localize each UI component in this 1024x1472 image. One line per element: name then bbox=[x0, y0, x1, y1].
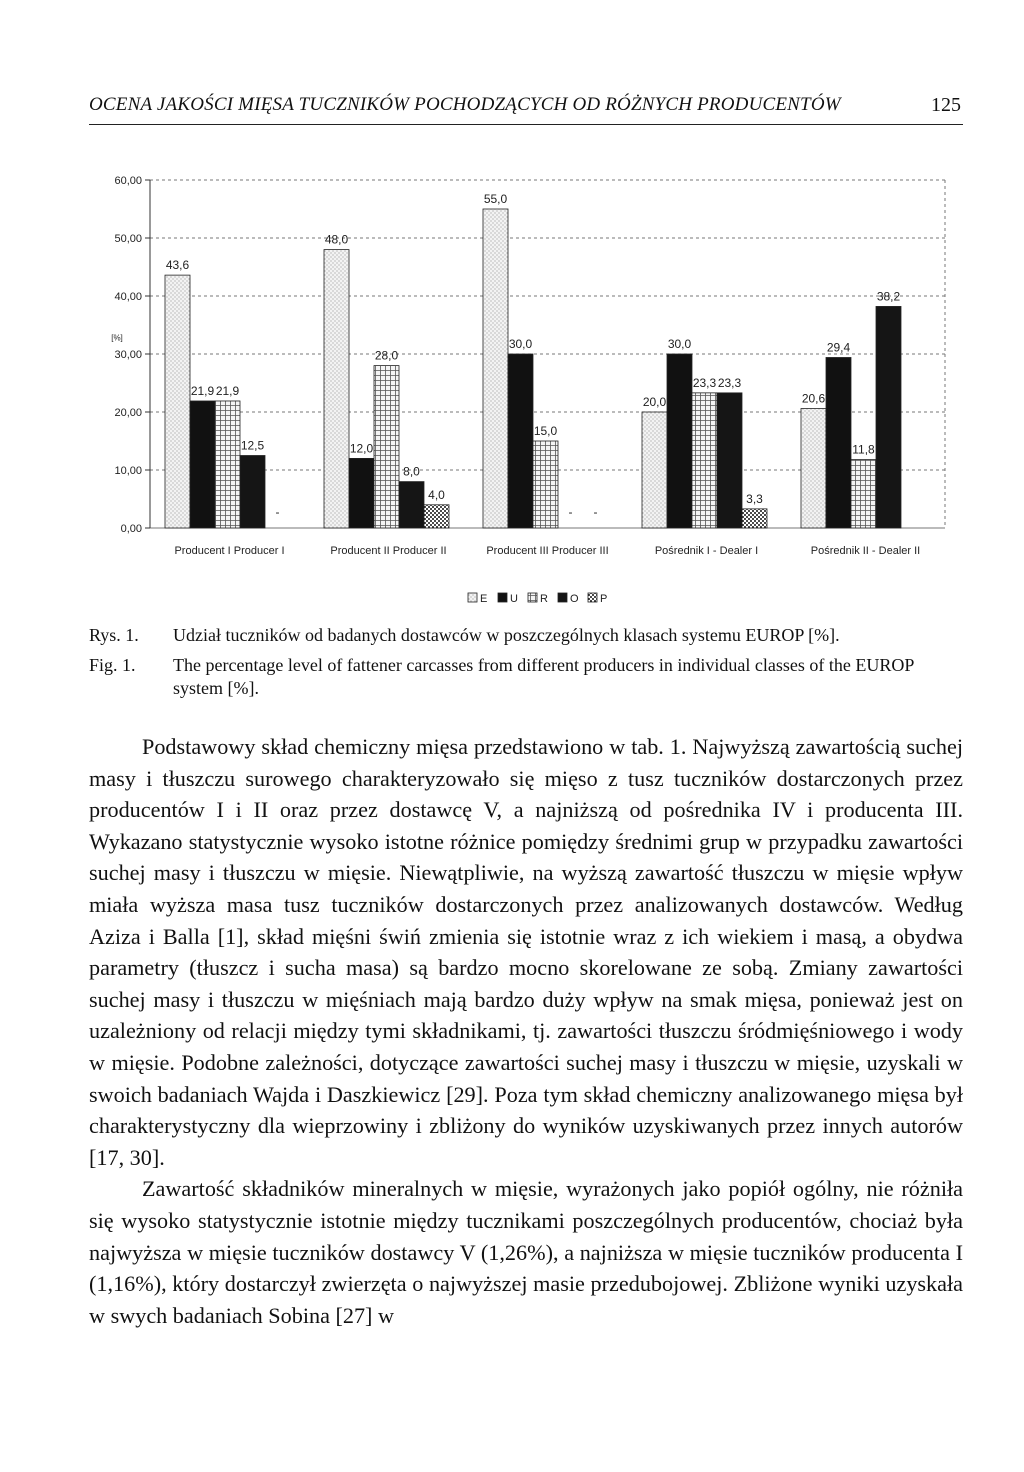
page-number: 125 bbox=[931, 94, 961, 116]
caption-label: Fig. 1. bbox=[89, 655, 136, 675]
bar-E bbox=[642, 412, 667, 528]
data-label: 4,0 bbox=[428, 487, 445, 502]
bar-E bbox=[324, 250, 349, 528]
data-label: 20,0 bbox=[642, 395, 667, 409]
bar-R bbox=[692, 393, 717, 528]
data-label: - bbox=[568, 505, 573, 519]
data-label: 21,9 bbox=[215, 383, 240, 398]
bar-R bbox=[533, 441, 558, 528]
data-label: 48,0 bbox=[324, 232, 349, 247]
y-tick-label: 30,00 bbox=[114, 349, 142, 361]
data-label: 55,0 bbox=[483, 192, 508, 206]
category-label: Producent III Producer III bbox=[486, 545, 609, 557]
bar-U bbox=[826, 357, 851, 528]
legend-label: P bbox=[600, 593, 608, 605]
data-label: 43,6 bbox=[165, 258, 190, 273]
body-text bbox=[89, 731, 963, 1331]
bar-P bbox=[742, 509, 767, 528]
legend-label: R bbox=[540, 593, 548, 605]
data-label: - bbox=[275, 505, 280, 519]
legend-label: E bbox=[480, 593, 488, 605]
bar-O bbox=[399, 482, 424, 528]
category-label: Producent I Producer I bbox=[174, 545, 285, 557]
data-label: 30,0 bbox=[508, 337, 533, 351]
bar-U bbox=[508, 354, 533, 528]
bar-R bbox=[374, 366, 399, 528]
figure-caption-pl bbox=[89, 624, 963, 648]
y-tick-label: 0,00 bbox=[120, 523, 142, 535]
figure-caption-en bbox=[89, 654, 963, 702]
y-tick-label: 60,00 bbox=[114, 175, 142, 187]
data-label: 30,0 bbox=[667, 337, 692, 351]
bar-O bbox=[876, 306, 901, 528]
legend-swatch-O bbox=[558, 593, 567, 602]
data-label: 29,4 bbox=[826, 340, 851, 355]
bar-E bbox=[483, 209, 508, 528]
data-label: 12,5 bbox=[240, 438, 265, 453]
category-label: Producent II Producer II bbox=[330, 545, 447, 557]
data-label: 20,6 bbox=[801, 391, 826, 406]
data-label: 15,0 bbox=[533, 424, 558, 438]
category-label: Pośrednik II - Dealer II bbox=[810, 545, 921, 557]
paragraph: Podstawowy skład chemiczny mięsa przedstawiono w tab. 1. Najwyższą zawartością suchej masy i tłuszczu surowego charakteryzowało się mięso z tusz tuczników dostarczonych przez producentów I i II oraz przez dostawcę V, a najniższą od pośrednika IV i producenta III. Wykazano statystycznie wysoko istotne różnice pomiędzy średnimi grup w przypadku zawartości suchej masy i tłuszczu w mięsie. Niewątpliwie, na wyższą zawartość tłuszczu w mięsie wpływ miała wyższa masa tusz tuczników dostarczonych przez analizowanych dostawców. Według Aziza i Balla [1], skład mięśni świń zmienia się istotnie wraz z ich wiekiem i masą, a obydwa parametry (tłuszcz i sucha masa) są bardzo mocno skorelowane ze sobą. Zmiany zawartości suchej masy i tłuszczu w mięśniach mają bardzo duży wpływ na smak mięsa, ponieważ jest on uzależniony od relacji między tymi składnikami, tj. zawartości tłuszczu śródmięśniowego i wody w mięsie. Podobne zależności, dotyczące zawartości suchej masy i tłuszczu w mięsie, uzyskali w swoich badaniach Wajda i Daszkiewicz [29]. Poza tym skład chemiczny analizowanego mięsa był charakterystyczny dla wieprzowiny i zbliżony do wyników uzyskiwanych przez innych autorów [17, 30]. bbox=[89, 734, 963, 1170]
legend-swatch-P bbox=[588, 593, 597, 602]
paragraph: Zawartość składników mineralnych w mięsie, wyrażonych jako popiół ogólny, nie różniła się wysoko statystycznie istotnie między tucznikami poszczególnych producentów, chociaż była najwyższa w mięsie tuczników dostawcy V (1,26%), a najniższa w mięsie tuczników producenta I (1,16%), który dostarczył zwierzęta o najwyższej masie przedubojowej. Zbliżone wyniki uzyskała w swych badaniach Sobina [27] w bbox=[89, 1176, 963, 1328]
data-label: 38,2 bbox=[876, 289, 901, 304]
legend-label: U bbox=[510, 593, 518, 605]
data-label: 8,0 bbox=[403, 464, 420, 479]
data-label: 23,3 bbox=[717, 375, 742, 390]
bar-E bbox=[165, 275, 190, 528]
legend-swatch-U bbox=[498, 593, 507, 602]
bar-U bbox=[667, 354, 692, 528]
legend-label: O bbox=[570, 593, 579, 605]
caption-text: Udział tuczników od badanych dostawców w poszczególnych klasach systemu EUROP [%]. bbox=[173, 625, 840, 645]
legend-swatch-E bbox=[468, 593, 477, 602]
caption-text: The percentage level of fattener carcasses from different producers in individual classes of the EUROP system [%]. bbox=[173, 655, 914, 698]
data-label: 3,3 bbox=[746, 491, 763, 506]
data-label: 11,8 bbox=[852, 442, 875, 457]
bar-U bbox=[190, 401, 215, 528]
data-label: 23,3 bbox=[692, 375, 717, 390]
category-label: Pośrednik I - Dealer I bbox=[654, 545, 759, 557]
y-tick-label: 50,00 bbox=[114, 233, 142, 245]
bar-O bbox=[717, 393, 742, 528]
bar-R bbox=[851, 460, 876, 528]
legend-swatch-R bbox=[528, 593, 537, 602]
y-axis-label: [%] bbox=[111, 333, 123, 343]
data-label: - bbox=[593, 505, 598, 519]
running-header bbox=[89, 92, 963, 125]
bar-E bbox=[801, 409, 826, 528]
data-label: 12,0 bbox=[349, 441, 374, 456]
caption-label: Rys. 1. bbox=[89, 625, 139, 645]
y-tick-label: 40,00 bbox=[114, 291, 142, 303]
y-tick-label: 10,00 bbox=[114, 465, 142, 477]
bar-U bbox=[349, 458, 374, 528]
running-title: OCENA JAKOŚCI MIĘSA TUCZNIKÓW POCHODZĄCYCH OD RÓŻNYCH PRODUCENTÓW bbox=[89, 94, 841, 115]
bar-P bbox=[424, 505, 449, 528]
data-label: 21,9 bbox=[190, 383, 215, 398]
y-tick-label: 20,00 bbox=[114, 407, 142, 419]
bar-O bbox=[240, 456, 265, 529]
data-label: 28,0 bbox=[374, 348, 399, 363]
bar-R bbox=[215, 401, 240, 528]
europ-class-bar-chart bbox=[0, 150, 1024, 620]
